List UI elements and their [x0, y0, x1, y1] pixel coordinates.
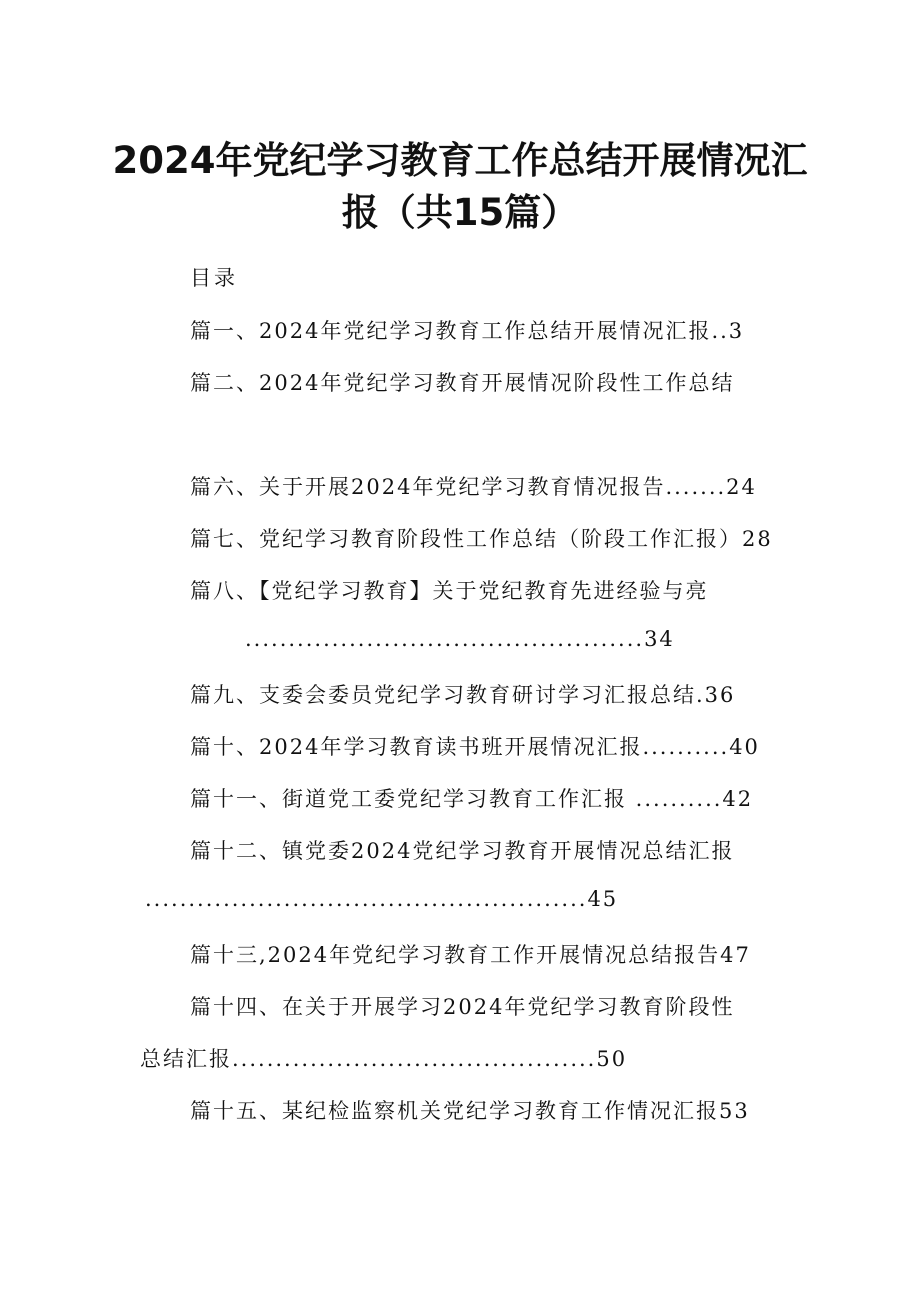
- toc-entry-14: 篇十四、在关于开展学习2024年党纪学习教育阶段性: [190, 995, 735, 1019]
- toc-heading: 目录: [190, 266, 238, 290]
- toc-entry-8-leader: ..............................................34: [245, 627, 675, 651]
- toc-entry-12-leader: ...................................................45: [145, 887, 619, 911]
- toc-entry-10: 篇十、2024年学习教育读书班开展情况汇报..........40: [190, 735, 760, 759]
- toc-entry-9: 篇九、支委会委员党纪学习教育研讨学习汇报总结.36: [190, 683, 736, 707]
- toc-entry-13: 篇十三,2024年党纪学习教育工作开展情况总结报告47: [190, 943, 751, 967]
- document-title-line-2: 报（共15篇）: [341, 191, 579, 234]
- toc-entry-6: 篇六、关于开展2024年党纪学习教育情况报告.......24: [190, 475, 757, 499]
- toc-entry-11: 篇十一、街道党工委党纪学习教育工作汇报 ..........42: [190, 787, 754, 811]
- document-title-line-1: 2024年党纪学习教育工作总结开展情况汇: [112, 139, 808, 182]
- toc-entry-14-continued: 总结汇报..........................................50: [140, 1047, 628, 1071]
- toc-entry-15: 篇十五、某纪检监察机关党纪学习教育工作情况汇报53: [190, 1099, 750, 1123]
- toc-entry-1: 篇一、2024年党纪学习教育工作总结开展情况汇报..3: [190, 319, 745, 343]
- toc-entry-2: 篇二、2024年党纪学习教育开展情况阶段性工作总结: [190, 371, 735, 395]
- toc-entry-12: 篇十二、镇党委2024党纪学习教育开展情况总结汇报: [190, 839, 735, 863]
- toc-entry-8: 篇八、【党纪学习教育】关于党纪教育先进经验与亮: [190, 579, 709, 603]
- toc-entry-7: 篇七、党纪学习教育阶段性工作总结（阶段工作汇报）28: [190, 527, 773, 551]
